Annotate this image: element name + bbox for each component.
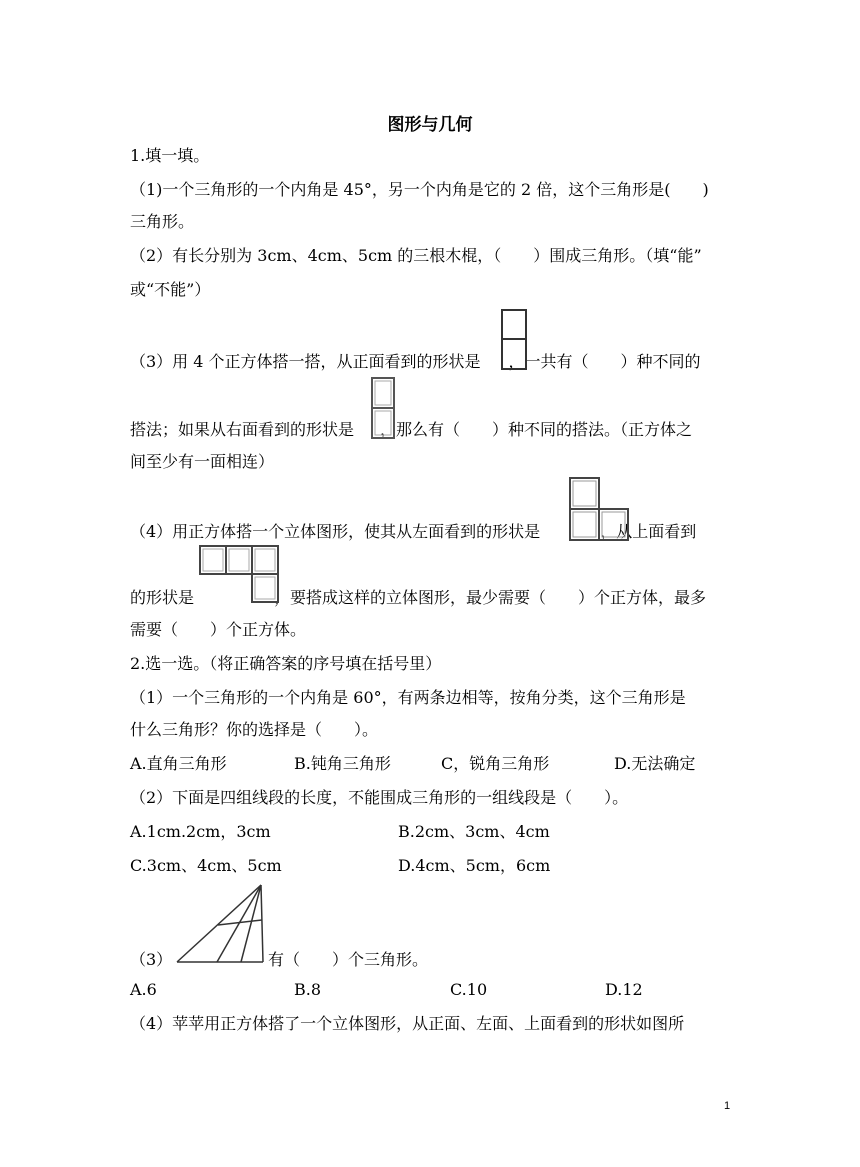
s1-q4-line3: 需要（ ）个正方体。	[130, 620, 307, 639]
page-title: 图形与几何	[387, 115, 473, 135]
right-view-figure	[371, 377, 395, 440]
s1-q3-line3: 间至少有一面相连）	[130, 452, 275, 471]
left-view-figure	[568, 476, 630, 542]
s2-q1-option-b: B.钝角三角形	[294, 754, 391, 773]
top-view-cube-3	[252, 546, 278, 574]
s1-q3-line2-b: ，那么有（ ）种不同的搭法。（正方体之	[380, 420, 693, 439]
s1-q3-line2-a: 搭法；如果从右面看到的形状是	[130, 420, 355, 439]
left-view-cube-bottom-right	[599, 509, 628, 540]
s2-q3-option-b: B.8	[294, 980, 322, 999]
s2-q2-line1: （2）下面是四组线段的长度，不能围成三角形的一组线段是（ ）。	[130, 788, 629, 807]
front-view-figure	[501, 309, 527, 371]
s1-q3-line2	[130, 420, 692, 440]
s2-q1-option-c: C，锐角三角形	[441, 754, 550, 773]
s1-q4-line1-b: ，从上面看到	[600, 522, 697, 541]
s2-q3-option-d: D.12	[605, 980, 643, 999]
s1-q4-line2-a: 的形状是	[130, 588, 195, 607]
s1-q4-line2-b: ，要搭成这样的立体图形，最少需要（ ）个正方体，最多	[274, 588, 707, 607]
top-view-cube-1	[200, 546, 226, 574]
front-view-cube-bottom	[502, 339, 526, 369]
top-view-cube-2	[226, 546, 252, 574]
s2-q1-option-a: A.直角三角形	[130, 754, 227, 773]
s1-q3-line1	[130, 352, 701, 372]
s2-q1-option-d: D.无法确定	[614, 754, 696, 773]
s2-q2-option-b: B.2cm、3cm、4cm	[398, 822, 550, 841]
left-view-cube-top	[570, 478, 599, 509]
top-view-figure	[198, 544, 280, 606]
s1-q2-line2: 或“不能”）	[130, 280, 211, 299]
s1-q3-line1-b: ，一共有（ ）种不同的	[508, 352, 701, 371]
s2-q2-option-c: C.3cm、4cm、5cm	[130, 856, 282, 875]
s2-q4-line1: （4）苹苹用正方体搭了一个立体图形，从正面、左面、上面看到的形状如图所	[130, 1014, 685, 1033]
s2-q2-option-a: A.1cm.2cm，3cm	[130, 822, 271, 841]
triangle-figure	[175, 882, 265, 964]
s1-q2-line1: （2）有长分别为 3cm、4cm、5cm 的三根木棍，（ ）围成三角形。（填“能”	[130, 246, 702, 265]
s2-q1-line1: （1）一个三角形的一个内角是 60°，有两条边相等，按角分类，这个三角形是	[130, 688, 686, 707]
s2-q3-option-a: A.6	[130, 980, 157, 999]
s2-q1-line2: 什么三角形？你的选择是（ ）。	[130, 720, 379, 739]
page-number: 1	[724, 1100, 731, 1112]
s2-q2-option-d: D.4cm、5cm，6cm	[398, 856, 551, 875]
front-view-cube-top	[502, 310, 526, 339]
s2-q3-option-c: C.10	[450, 980, 488, 999]
s2-q3-prefix: （3）	[130, 950, 173, 969]
top-view-cube-4	[252, 574, 278, 602]
s1-q1-line1: （1)一个三角形的一个内角是 45°，另一个内角是它的 2 倍，这个三角形是( )	[130, 180, 709, 199]
section2-heading: 2.选一选。（将正确答案的序号填在括号里）	[130, 654, 442, 673]
section1-heading: 1.填一填。	[130, 146, 210, 165]
left-view-cube-bottom-left	[570, 509, 599, 540]
s1-q4-line1-a: （4）用正方体搭一个立体图形，使其从左面看到的形状是	[130, 522, 541, 541]
s2-q3-suffix: 有（ ）个三角形。	[268, 950, 429, 969]
s1-q3-line1-a: （3）用 4 个正方体搭一搭，从正面看到的形状是	[130, 352, 481, 371]
s1-q1-line2: 三角形。	[130, 212, 195, 231]
